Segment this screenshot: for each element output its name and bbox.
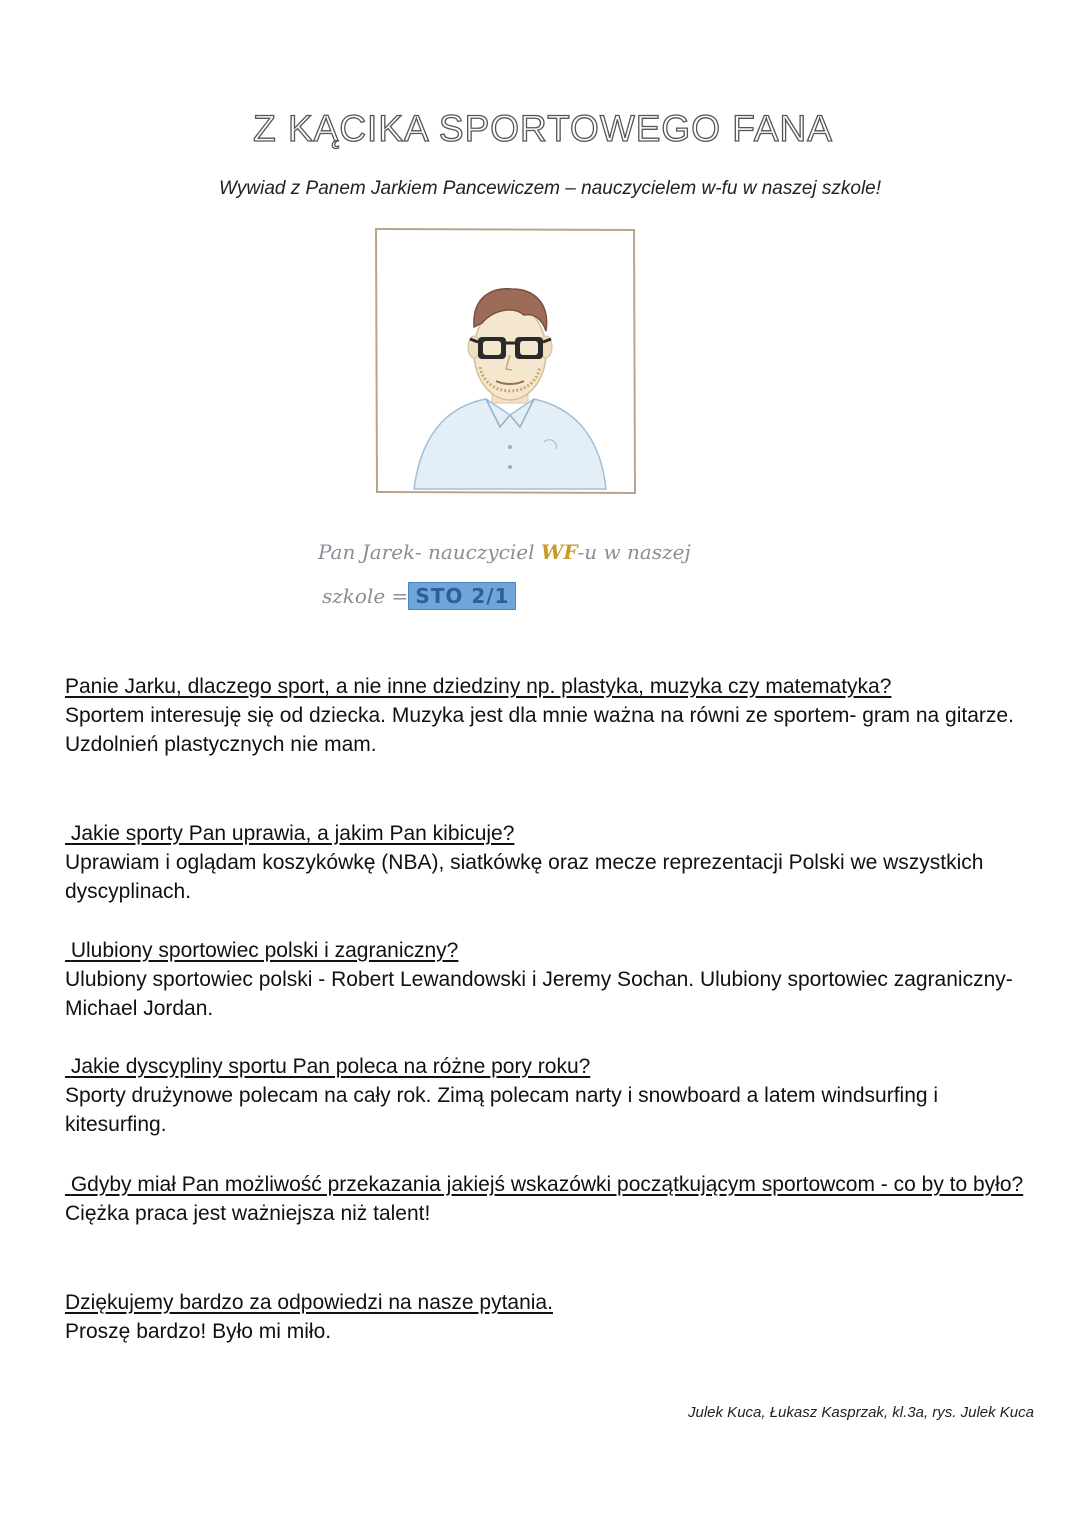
answer: Sportem interesuję się od dziecka. Muzyka jest dla mnie ważna na równi ze sportem- gram na gitarze. Uzdolnień plastycznych nie mam. [65, 704, 1014, 756]
caption-school: szkole = [322, 584, 409, 608]
qa-block-4 [65, 1052, 1040, 1139]
caption-stamp: STO 2/1 [408, 582, 516, 610]
qa-block-5 [65, 1170, 1040, 1228]
qa-block-3 [65, 936, 1040, 1023]
page-title: Z KĄCIKA SPORTOWEGO FANA [253, 108, 833, 149]
answer: Proszę bardzo! Było mi miło. [65, 1320, 332, 1343]
question: Jakie sporty Pan uprawia, a jakim Pan kibicuje? [65, 822, 515, 845]
question: Dziękujemy bardzo za odpowiedzi na nasze pytania. [65, 1291, 553, 1314]
qa-block-2 [65, 819, 1040, 906]
teacher-portrait-drawing [374, 227, 636, 495]
answer: Ulubiony sportowiec polski - Robert Lewandowski i Jeremy Sochan. Ulubiony sportowiec zagraniczny- Michael Jordan. [65, 968, 1013, 1020]
answer: Ciężka praca jest ważniejsza niż talent! [65, 1202, 431, 1225]
question: Ulubiony sportowiec polski i zagraniczny? [65, 939, 459, 962]
page-subtitle: Wywiad z Panem Jarkiem Pancewiczem – nauczycielem w-fu w naszej szkole! [218, 178, 882, 199]
qa-block-1 [65, 672, 1040, 759]
caption-text: Pan Jarek- nauczyciel [318, 540, 535, 564]
question: Panie Jarku, dlaczego sport, a nie inne dziedziny np. plastyka, muzyka czy matematyka? [65, 675, 892, 698]
caption-text-end: -u w naszej [577, 540, 691, 564]
question: Gdyby miał Pan możliwość przekazania jakiejś wskazówki początkującym sportowcom - co by to było? [65, 1173, 1024, 1196]
answer: Uprawiam i oglądam koszykówkę (NBA), siatkówkę oraz mecze reprezentacji Polski we wszystkich dyscyplinach. [65, 851, 984, 903]
question: Jakie dyscypliny sportu Pan poleca na różne pory roku? [65, 1055, 591, 1078]
caption-wf: WF [540, 540, 578, 564]
drawing-caption [318, 540, 738, 620]
qa-block-6 [65, 1288, 1040, 1346]
author-credits: Julek Kuca, Łukasz Kasprzak, kl.3a, rys. Julek Kuca [688, 1404, 1034, 1421]
answer: Sporty drużynowe polecam na cały rok. Zimą polecam narty i snowboard a latem windsurfing i kitesurfing. [65, 1084, 939, 1136]
